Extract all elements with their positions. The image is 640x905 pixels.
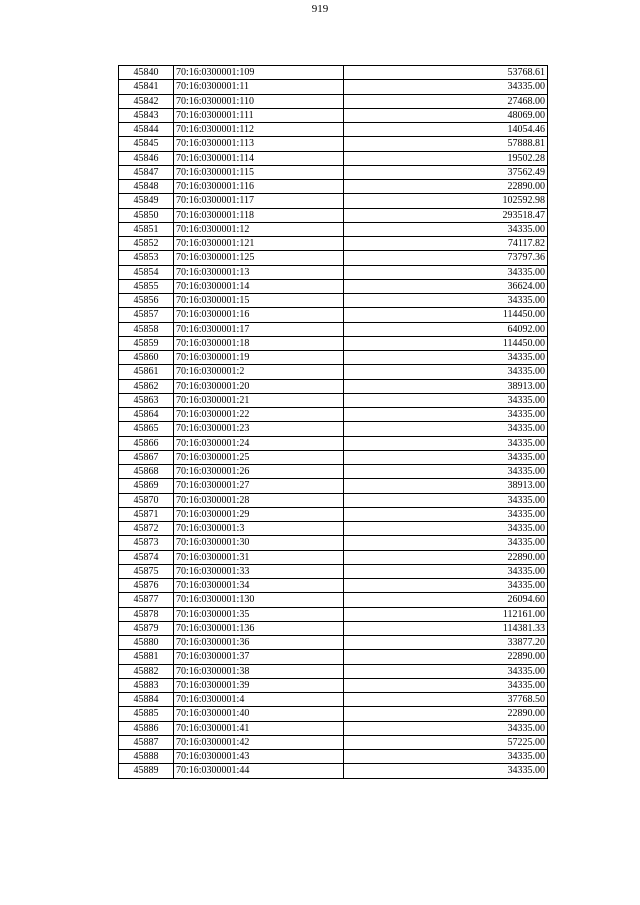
value-cell: 34335.00 bbox=[344, 750, 548, 764]
table-row bbox=[119, 322, 548, 336]
table-row bbox=[119, 564, 548, 578]
value-cell: 64092.00 bbox=[344, 322, 548, 336]
row-number-cell: 45876 bbox=[119, 579, 174, 593]
value-cell: 37768.50 bbox=[344, 693, 548, 707]
cadastral-number-cell: 70:16:0300001:13 bbox=[174, 265, 344, 279]
value-cell: 36624.00 bbox=[344, 279, 548, 293]
row-number-cell: 45846 bbox=[119, 151, 174, 165]
row-number-cell: 45859 bbox=[119, 336, 174, 350]
row-number-cell: 45878 bbox=[119, 607, 174, 621]
cadastral-number-cell: 70:16:0300001:4 bbox=[174, 693, 344, 707]
table-row bbox=[119, 222, 548, 236]
cadastral-number-cell: 70:16:0300001:37 bbox=[174, 650, 344, 664]
cadastral-number-cell: 70:16:0300001:14 bbox=[174, 279, 344, 293]
value-cell: 74117.82 bbox=[344, 237, 548, 251]
row-number-cell: 45887 bbox=[119, 735, 174, 749]
row-number-cell: 45858 bbox=[119, 322, 174, 336]
table-row bbox=[119, 265, 548, 279]
table-row bbox=[119, 137, 548, 151]
cadastral-number-cell: 70:16:0300001:30 bbox=[174, 536, 344, 550]
cadastral-number-cell: 70:16:0300001:19 bbox=[174, 351, 344, 365]
table-row bbox=[119, 279, 548, 293]
table-row bbox=[119, 351, 548, 365]
value-cell: 57225.00 bbox=[344, 735, 548, 749]
value-cell: 53768.61 bbox=[344, 66, 548, 80]
value-cell: 34335.00 bbox=[344, 678, 548, 692]
value-cell: 34335.00 bbox=[344, 465, 548, 479]
row-number-cell: 45871 bbox=[119, 507, 174, 521]
cadastral-number-cell: 70:16:0300001:38 bbox=[174, 664, 344, 678]
value-cell: 34335.00 bbox=[344, 721, 548, 735]
row-number-cell: 45862 bbox=[119, 379, 174, 393]
table-row bbox=[119, 151, 548, 165]
row-number-cell: 45888 bbox=[119, 750, 174, 764]
cadastral-number-cell: 70:16:0300001:41 bbox=[174, 721, 344, 735]
cadastral-number-cell: 70:16:0300001:130 bbox=[174, 593, 344, 607]
value-cell: 19502.28 bbox=[344, 151, 548, 165]
row-number-cell: 45872 bbox=[119, 522, 174, 536]
row-number-cell: 45883 bbox=[119, 678, 174, 692]
cadastral-number-cell: 70:16:0300001:118 bbox=[174, 208, 344, 222]
table-row bbox=[119, 308, 548, 322]
value-cell: 57888.81 bbox=[344, 137, 548, 151]
table-row bbox=[119, 422, 548, 436]
row-number-cell: 45882 bbox=[119, 664, 174, 678]
value-cell: 34335.00 bbox=[344, 222, 548, 236]
row-number-cell: 45861 bbox=[119, 365, 174, 379]
row-number-cell: 45869 bbox=[119, 479, 174, 493]
table-row bbox=[119, 721, 548, 735]
cadastral-number-cell: 70:16:0300001:23 bbox=[174, 422, 344, 436]
cadastral-number-cell: 70:16:0300001:114 bbox=[174, 151, 344, 165]
row-number-cell: 45886 bbox=[119, 721, 174, 735]
page-number: 919 bbox=[311, 3, 329, 15]
value-cell: 34335.00 bbox=[344, 493, 548, 507]
row-number-cell: 45854 bbox=[119, 265, 174, 279]
table-row bbox=[119, 80, 548, 94]
table-row bbox=[119, 550, 548, 564]
value-cell: 34335.00 bbox=[344, 664, 548, 678]
table-row bbox=[119, 607, 548, 621]
table-row bbox=[119, 707, 548, 721]
row-number-cell: 45870 bbox=[119, 493, 174, 507]
value-cell: 34335.00 bbox=[344, 536, 548, 550]
cadastral-number-cell: 70:16:0300001:113 bbox=[174, 137, 344, 151]
table-row bbox=[119, 493, 548, 507]
value-cell: 73797.36 bbox=[344, 251, 548, 265]
value-cell: 34335.00 bbox=[344, 450, 548, 464]
table-row bbox=[119, 251, 548, 265]
row-number-cell: 45880 bbox=[119, 636, 174, 650]
cadastral-number-cell: 70:16:0300001:11 bbox=[174, 80, 344, 94]
table-row bbox=[119, 66, 548, 80]
row-number-cell: 45840 bbox=[119, 66, 174, 80]
value-cell: 22890.00 bbox=[344, 180, 548, 194]
row-number-cell: 45867 bbox=[119, 450, 174, 464]
table-row bbox=[119, 194, 548, 208]
row-number-cell: 45860 bbox=[119, 351, 174, 365]
cadastral-number-cell: 70:16:0300001:29 bbox=[174, 507, 344, 521]
table-row bbox=[119, 522, 548, 536]
table-row bbox=[119, 750, 548, 764]
value-cell: 22890.00 bbox=[344, 707, 548, 721]
value-cell: 34335.00 bbox=[344, 351, 548, 365]
table-row bbox=[119, 379, 548, 393]
table-row bbox=[119, 450, 548, 464]
cadastral-number-cell: 70:16:0300001:116 bbox=[174, 180, 344, 194]
row-number-cell: 45879 bbox=[119, 621, 174, 635]
cadastral-number-cell: 70:16:0300001:34 bbox=[174, 579, 344, 593]
table-row bbox=[119, 180, 548, 194]
value-cell: 34335.00 bbox=[344, 564, 548, 578]
table-row bbox=[119, 507, 548, 521]
table-row bbox=[119, 393, 548, 407]
table-row bbox=[119, 237, 548, 251]
table-row bbox=[119, 693, 548, 707]
cadastral-number-cell: 70:16:0300001:2 bbox=[174, 365, 344, 379]
cadastral-value-table bbox=[118, 65, 548, 779]
table-row bbox=[119, 579, 548, 593]
row-number-cell: 45881 bbox=[119, 650, 174, 664]
table-row bbox=[119, 408, 548, 422]
value-cell: 34335.00 bbox=[344, 579, 548, 593]
row-number-cell: 45866 bbox=[119, 436, 174, 450]
cadastral-number-cell: 70:16:0300001:31 bbox=[174, 550, 344, 564]
value-cell: 33877.20 bbox=[344, 636, 548, 650]
table-row bbox=[119, 465, 548, 479]
value-cell: 34335.00 bbox=[344, 265, 548, 279]
table-row bbox=[119, 208, 548, 222]
value-cell: 114381.33 bbox=[344, 621, 548, 635]
cadastral-number-cell: 70:16:0300001:17 bbox=[174, 322, 344, 336]
table-row bbox=[119, 664, 548, 678]
cadastral-number-cell: 70:16:0300001:3 bbox=[174, 522, 344, 536]
row-number-cell: 45845 bbox=[119, 137, 174, 151]
row-number-cell: 45841 bbox=[119, 80, 174, 94]
cadastral-number-cell: 70:16:0300001:15 bbox=[174, 294, 344, 308]
cadastral-number-cell: 70:16:0300001:125 bbox=[174, 251, 344, 265]
value-cell: 37562.49 bbox=[344, 165, 548, 179]
value-cell: 34335.00 bbox=[344, 365, 548, 379]
row-number-cell: 45873 bbox=[119, 536, 174, 550]
cadastral-number-cell: 70:16:0300001:33 bbox=[174, 564, 344, 578]
value-cell: 27468.00 bbox=[344, 94, 548, 108]
row-number-cell: 45848 bbox=[119, 180, 174, 194]
table-row bbox=[119, 108, 548, 122]
row-number-cell: 45889 bbox=[119, 764, 174, 778]
row-number-cell: 45863 bbox=[119, 393, 174, 407]
cadastral-number-cell: 70:16:0300001:121 bbox=[174, 237, 344, 251]
row-number-cell: 45849 bbox=[119, 194, 174, 208]
row-number-cell: 45857 bbox=[119, 308, 174, 322]
cadastral-number-cell: 70:16:0300001:21 bbox=[174, 393, 344, 407]
value-cell: 34335.00 bbox=[344, 522, 548, 536]
cadastral-number-cell: 70:16:0300001:27 bbox=[174, 479, 344, 493]
row-number-cell: 45875 bbox=[119, 564, 174, 578]
cadastral-number-cell: 70:16:0300001:112 bbox=[174, 123, 344, 137]
value-cell: 112161.00 bbox=[344, 607, 548, 621]
row-number-cell: 45877 bbox=[119, 593, 174, 607]
table-row bbox=[119, 479, 548, 493]
row-number-cell: 45885 bbox=[119, 707, 174, 721]
cadastral-number-cell: 70:16:0300001:26 bbox=[174, 465, 344, 479]
row-number-cell: 45865 bbox=[119, 422, 174, 436]
row-number-cell: 45864 bbox=[119, 408, 174, 422]
value-cell: 26094.60 bbox=[344, 593, 548, 607]
table-row bbox=[119, 365, 548, 379]
cadastral-number-cell: 70:16:0300001:16 bbox=[174, 308, 344, 322]
row-number-cell: 45844 bbox=[119, 123, 174, 137]
cadastral-number-cell: 70:16:0300001:110 bbox=[174, 94, 344, 108]
value-cell: 114450.00 bbox=[344, 336, 548, 350]
row-number-cell: 45884 bbox=[119, 693, 174, 707]
cadastral-number-cell: 70:16:0300001:20 bbox=[174, 379, 344, 393]
cadastral-number-cell: 70:16:0300001:22 bbox=[174, 408, 344, 422]
cadastral-number-cell: 70:16:0300001:18 bbox=[174, 336, 344, 350]
table-body bbox=[119, 66, 548, 779]
table-row bbox=[119, 593, 548, 607]
value-cell: 34335.00 bbox=[344, 507, 548, 521]
row-number-cell: 45850 bbox=[119, 208, 174, 222]
row-number-cell: 45855 bbox=[119, 279, 174, 293]
row-number-cell: 45847 bbox=[119, 165, 174, 179]
cadastral-number-cell: 70:16:0300001:43 bbox=[174, 750, 344, 764]
table-row bbox=[119, 650, 548, 664]
value-cell: 34335.00 bbox=[344, 294, 548, 308]
value-cell: 34335.00 bbox=[344, 393, 548, 407]
value-cell: 102592.98 bbox=[344, 194, 548, 208]
table-row bbox=[119, 735, 548, 749]
row-number-cell: 45842 bbox=[119, 94, 174, 108]
cadastral-number-cell: 70:16:0300001:115 bbox=[174, 165, 344, 179]
table-row bbox=[119, 123, 548, 137]
cadastral-number-cell: 70:16:0300001:24 bbox=[174, 436, 344, 450]
value-cell: 34335.00 bbox=[344, 764, 548, 778]
table-row bbox=[119, 621, 548, 635]
value-cell: 34335.00 bbox=[344, 422, 548, 436]
cadastral-number-cell: 70:16:0300001:25 bbox=[174, 450, 344, 464]
table-row bbox=[119, 94, 548, 108]
value-cell: 22890.00 bbox=[344, 550, 548, 564]
cadastral-number-cell: 70:16:0300001:44 bbox=[174, 764, 344, 778]
table-row bbox=[119, 165, 548, 179]
table-row bbox=[119, 764, 548, 778]
row-number-cell: 45843 bbox=[119, 108, 174, 122]
row-number-cell: 45853 bbox=[119, 251, 174, 265]
cadastral-number-cell: 70:16:0300001:35 bbox=[174, 607, 344, 621]
value-cell: 22890.00 bbox=[344, 650, 548, 664]
row-number-cell: 45852 bbox=[119, 237, 174, 251]
cadastral-number-cell: 70:16:0300001:12 bbox=[174, 222, 344, 236]
cadastral-number-cell: 70:16:0300001:28 bbox=[174, 493, 344, 507]
row-number-cell: 45851 bbox=[119, 222, 174, 236]
row-number-cell: 45868 bbox=[119, 465, 174, 479]
value-cell: 293518.47 bbox=[344, 208, 548, 222]
cadastral-number-cell: 70:16:0300001:39 bbox=[174, 678, 344, 692]
value-cell: 48069.00 bbox=[344, 108, 548, 122]
table-row bbox=[119, 294, 548, 308]
value-cell: 34335.00 bbox=[344, 436, 548, 450]
cadastral-number-cell: 70:16:0300001:117 bbox=[174, 194, 344, 208]
cadastral-number-cell: 70:16:0300001:40 bbox=[174, 707, 344, 721]
value-cell: 34335.00 bbox=[344, 408, 548, 422]
cadastral-number-cell: 70:16:0300001:111 bbox=[174, 108, 344, 122]
value-cell: 38913.00 bbox=[344, 479, 548, 493]
value-cell: 114450.00 bbox=[344, 308, 548, 322]
value-cell: 14054.46 bbox=[344, 123, 548, 137]
table-row bbox=[119, 678, 548, 692]
cadastral-number-cell: 70:16:0300001:136 bbox=[174, 621, 344, 635]
table-row bbox=[119, 536, 548, 550]
table-row bbox=[119, 436, 548, 450]
cadastral-number-cell: 70:16:0300001:42 bbox=[174, 735, 344, 749]
value-cell: 34335.00 bbox=[344, 80, 548, 94]
row-number-cell: 45874 bbox=[119, 550, 174, 564]
row-number-cell: 45856 bbox=[119, 294, 174, 308]
cadastral-number-cell: 70:16:0300001:109 bbox=[174, 66, 344, 80]
table-row bbox=[119, 336, 548, 350]
table-row bbox=[119, 636, 548, 650]
cadastral-number-cell: 70:16:0300001:36 bbox=[174, 636, 344, 650]
value-cell: 38913.00 bbox=[344, 379, 548, 393]
